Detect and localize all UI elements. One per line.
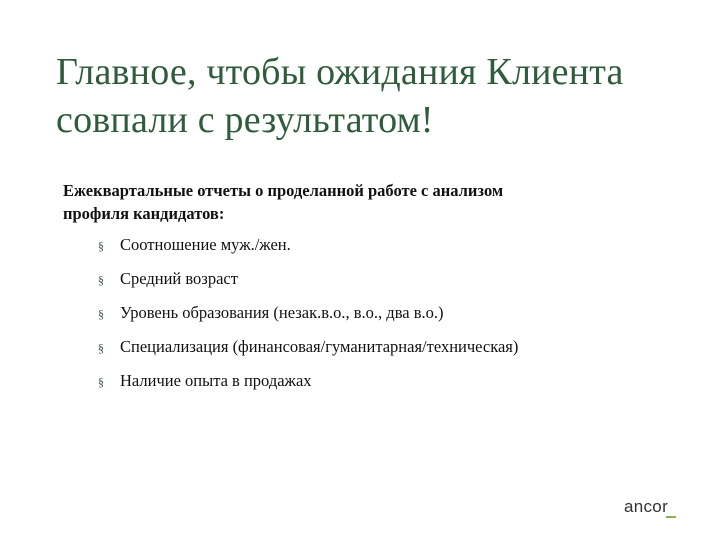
slide-title-line-2: совпали с результатом! <box>56 99 434 141</box>
section-sign-bullet-icon: § <box>98 273 104 287</box>
section-sign-bullet-icon: § <box>98 375 104 389</box>
section-sign-bullet-icon: § <box>98 307 104 321</box>
lead-text-line-1: Ежеквартальные отчеты о проделанной работе с анализом <box>63 181 504 200</box>
section-sign-bullet-icon: § <box>98 239 104 253</box>
bullet-label: Наличие опыта в продажах <box>120 371 312 390</box>
lead-text-line-2: профиля кандидатов: <box>63 204 225 223</box>
lead-text <box>63 179 663 225</box>
bullet-item <box>98 370 698 404</box>
bullet-label: Соотношение муж./жен. <box>120 235 291 254</box>
bullet-item <box>98 336 698 370</box>
slide-title-line-1: Главное, чтобы ожидания Клиента <box>56 51 624 93</box>
bullet-label: Уровень образования (незак.в.о., в.о., два в.о.) <box>120 303 444 322</box>
slide-title <box>56 48 696 144</box>
section-sign-bullet-icon: § <box>98 341 104 355</box>
bullet-list <box>98 234 698 404</box>
bullet-label: Специализация (финансовая/гуманитарная/техническая) <box>120 337 519 356</box>
bullet-label: Средний возраст <box>120 269 238 288</box>
bullet-item <box>98 234 698 268</box>
bullet-item <box>98 302 698 336</box>
logo-underline-mark <box>666 516 676 518</box>
ancor-logo: ancor <box>624 497 669 516</box>
bullet-item <box>98 268 698 302</box>
